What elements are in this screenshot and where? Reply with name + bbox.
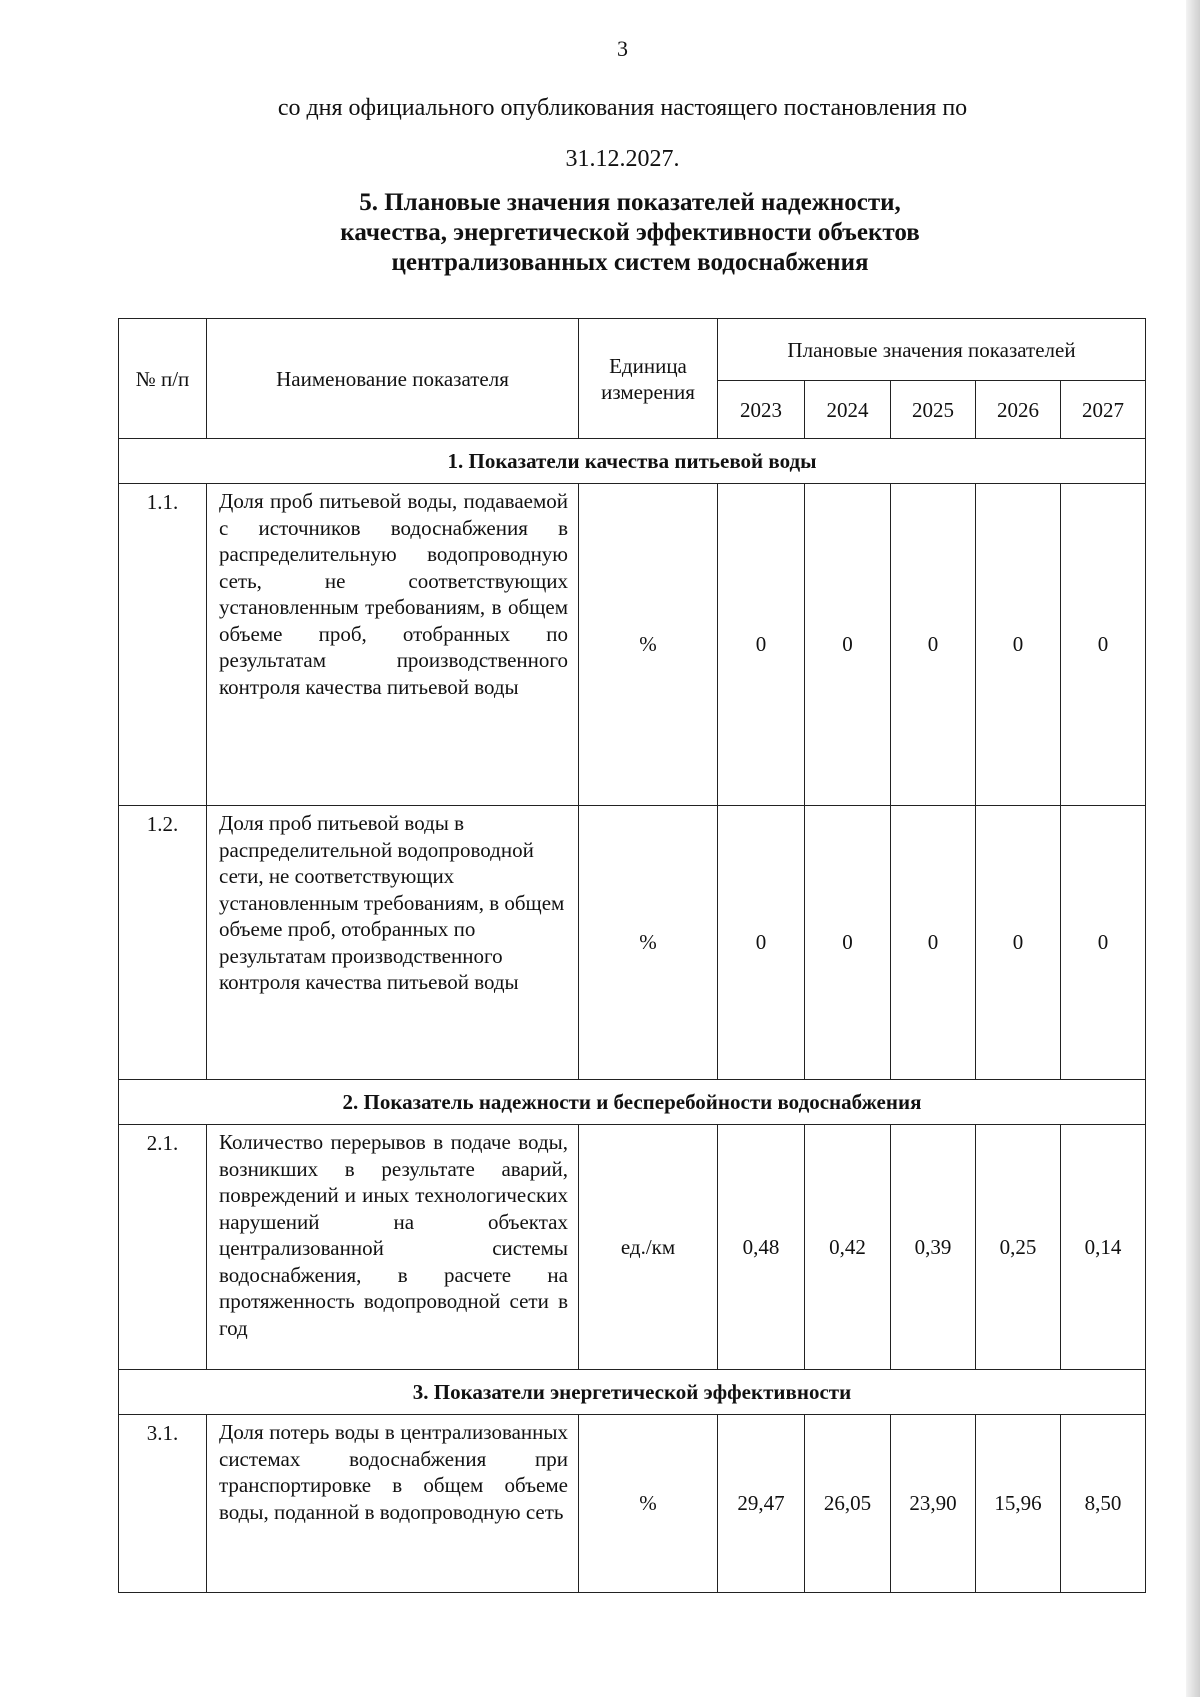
value-cell: 0: [805, 484, 891, 806]
header-year: 2024: [805, 381, 891, 439]
row-number: 1.1.: [119, 484, 207, 806]
indicators-table: [118, 318, 1146, 1593]
value-cell: 15,96: [976, 1415, 1061, 1593]
page-edge-shadow: [1186, 0, 1200, 1697]
value-cell: 23,90: [891, 1415, 976, 1593]
header-unit-line-2: измерения: [601, 379, 695, 404]
indicator-name: Доля проб питьевой воды, подаваемой с источников водоснабжения в распределительную водопроводную сеть, не соответствующих установленным требованиям, в общем объеме проб, отобранных по результатам производственного контроля качества питьевой воды: [207, 484, 579, 806]
table-row: [119, 484, 1146, 806]
indicator-name: Количество перерывов в подаче воды, возникших в результате аварий, повреждений и иных технологических нарушений на объектах централизованной системы водоснабжения, в расчете на протяженность водопроводной сети в год: [207, 1125, 579, 1370]
value-cell: 0: [718, 484, 805, 806]
row-number: 2.1.: [119, 1125, 207, 1370]
section-title-line-3: централизованных систем водоснабжения: [391, 249, 869, 276]
row-number: 3.1.: [119, 1415, 207, 1593]
value-cell: 0: [891, 806, 976, 1080]
group-title: 1. Показатели качества питьевой воды: [119, 439, 1146, 484]
row-number: 1.2.: [119, 806, 207, 1080]
value-cell: 8,50: [1061, 1415, 1146, 1593]
page-number: 3: [617, 36, 628, 61]
value-cell: 29,47: [718, 1415, 805, 1593]
value-cell: 0,48: [718, 1125, 805, 1370]
unit-cell: %: [579, 484, 718, 806]
value-cell: 0: [891, 484, 976, 806]
unit-cell: ед./км: [579, 1125, 718, 1370]
header-year: 2026: [976, 381, 1061, 439]
unit-cell: %: [579, 806, 718, 1080]
value-cell: 0: [976, 484, 1061, 806]
header-num: № п/п: [119, 319, 207, 439]
group-title: 3. Показатели энергетической эффективности: [119, 1370, 1146, 1415]
group-row: [119, 1080, 1146, 1125]
indicator-name: Доля проб питьевой воды в распределительной водопроводной сети, не соответствующих установленным требованиям, в общем объеме проб, отобранных по результатам производственного контроля качества питьевой воды: [207, 806, 579, 1080]
group-row: [119, 439, 1146, 484]
section-title: [230, 188, 1030, 278]
value-cell: 26,05: [805, 1415, 891, 1593]
value-cell: 0: [718, 806, 805, 1080]
value-cell: 0,42: [805, 1125, 891, 1370]
header-year: 2027: [1061, 381, 1146, 439]
header-unit: [579, 319, 718, 439]
group-row: [119, 1370, 1146, 1415]
header-name: Наименование показателя: [207, 319, 579, 439]
group-title: 2. Показатель надежности и бесперебойности водоснабжения: [119, 1080, 1146, 1125]
value-cell: 0,14: [1061, 1125, 1146, 1370]
value-cell: 0: [976, 806, 1061, 1080]
header-unit-line-1: Единица: [609, 353, 687, 378]
value-cell: 0: [805, 806, 891, 1080]
table-row: [119, 806, 1146, 1080]
section-title-line-2: качества, энергетической эффективности объектов: [340, 219, 920, 246]
header-planned-values: Плановые значения показателей: [718, 319, 1146, 381]
intro-line-2: 31.12.2027.: [565, 146, 680, 172]
table-row: [119, 1415, 1146, 1593]
intro-line-1: со дня официального опубликования настоящего постановления по: [277, 95, 968, 121]
value-cell: 0,39: [891, 1125, 976, 1370]
header-year: 2023: [718, 381, 805, 439]
value-cell: 0,25: [976, 1125, 1061, 1370]
header-year: 2025: [891, 381, 976, 439]
value-cell: 0: [1061, 806, 1146, 1080]
indicator-name: Доля потерь воды в централизованных системах водоснабжения при транспортировке в общем объеме воды, поданной в водопроводную сеть: [207, 1415, 579, 1593]
value-cell: 0: [1061, 484, 1146, 806]
unit-cell: %: [579, 1415, 718, 1593]
header-row-1: [119, 319, 1146, 381]
section-title-line-1: 5. Плановые значения показателей надежности,: [359, 189, 901, 216]
table-row: [119, 1125, 1146, 1370]
